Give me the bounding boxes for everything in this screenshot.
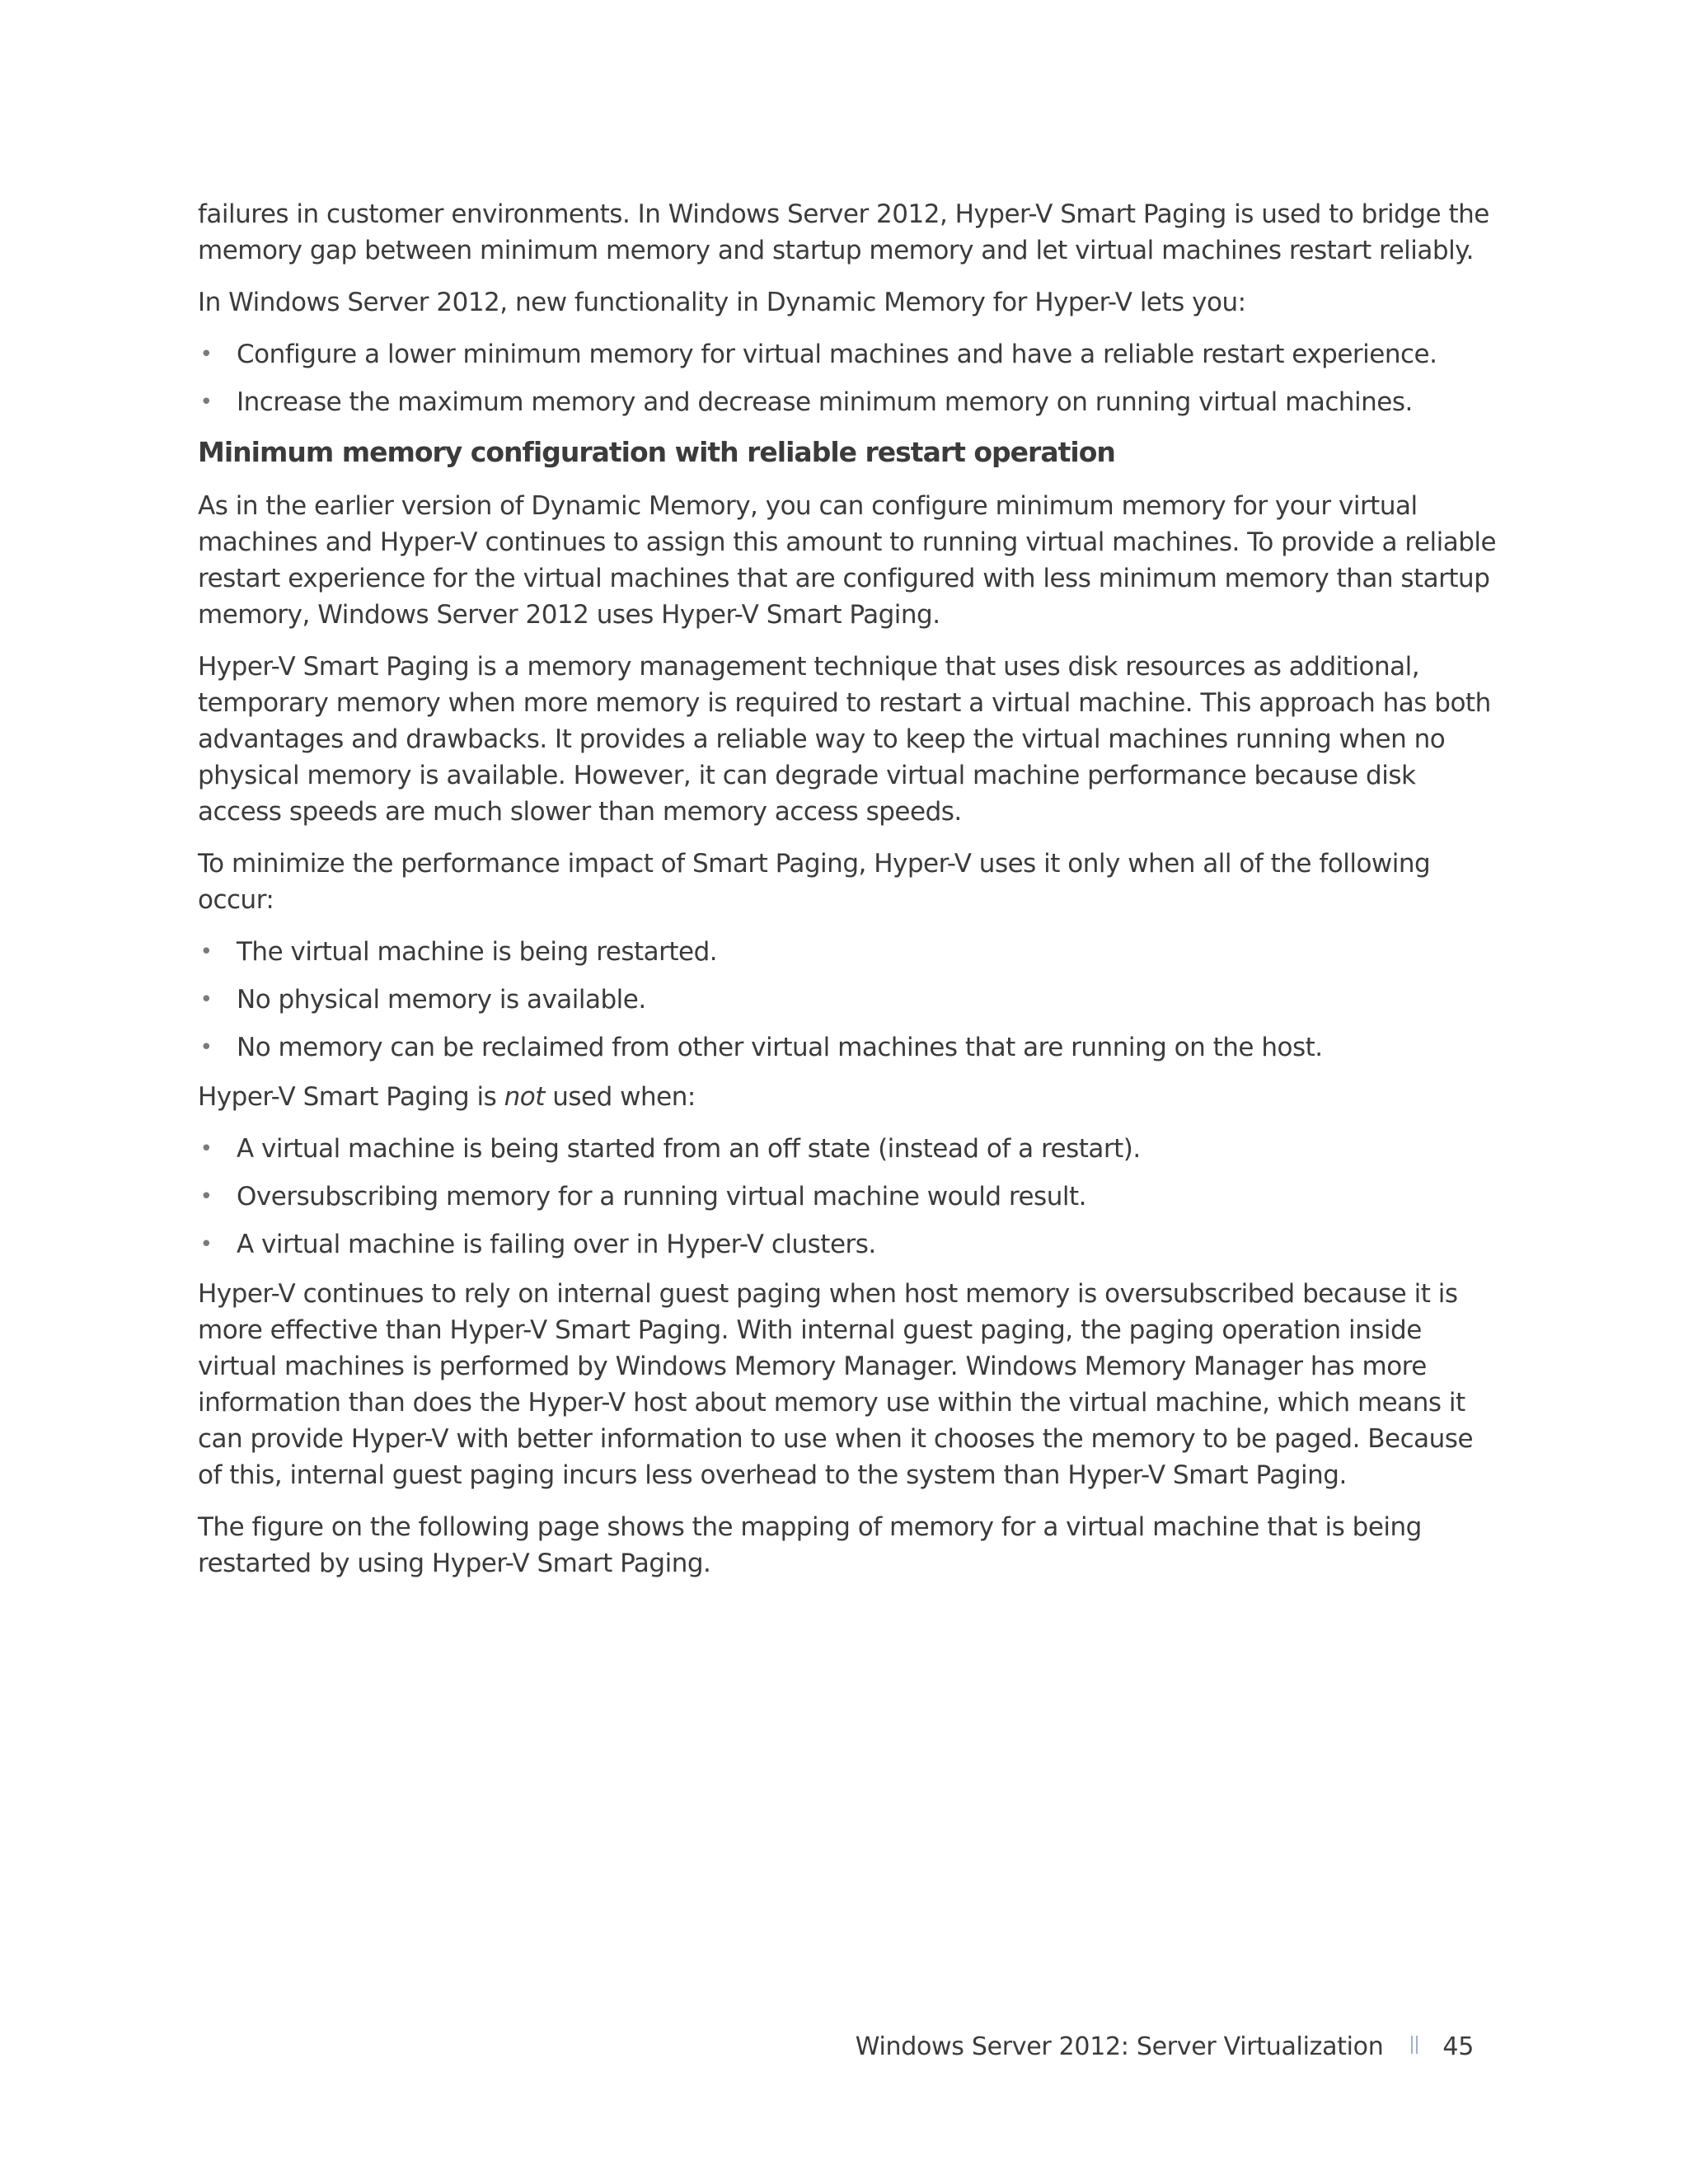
bullet-icon: • [199, 1035, 213, 1060]
paragraph-new-functionality: In Windows Server 2012, new functionality in Dynamic Memory for Hyper-V lets you: [198, 288, 1246, 317]
bullet-list-exclusions [198, 1131, 1500, 1263]
bullet-icon: • [199, 1232, 213, 1257]
page-number: 45 [1442, 2032, 1474, 2061]
paragraph-internal-guest-paging: Hyper-V continues to rely on internal guest paging when host memory is oversubscribed because it is more effective than Hyper-V Smart Paging. With internal guest paging, the paging operation inside virtual machines is performed by Windows Memory Manager. Windows Memory Manager has more information than does the Hyper-V host about memory use within the virtual machine, which means it can provide Hyper-V with better information to use when it chooses the memory to be paged. Because of this, internal guest paging incurs less overhead to the system than Hyper-V Smart Paging. [198, 1279, 1474, 1490]
list-item: • Configure a lower minimum memory for virtual machines and have a reliable restart experience. [198, 336, 1500, 373]
paragraph-figure-reference: The figure on the following page shows the mapping of memory for a virtual machine that is being restarted by using Hyper-V Smart Paging. [198, 1512, 1422, 1578]
list-item: • No memory can be reclaimed from other virtual machines that are running on the host. [198, 1029, 1500, 1066]
paragraph-not-used-when: Hyper-V Smart Paging is not used when: [198, 1082, 696, 1112]
bullet-icon: • [199, 940, 213, 964]
bullet-icon: • [199, 1137, 213, 1161]
list-item: • No physical memory is available. [198, 982, 1500, 1018]
paragraph-minimum-memory: As in the earlier version of Dynamic Memory, you can configure minimum memory for your virtual machines and Hyper-V continues to assign this amount to running virtual machines. To provide a reliable restart experience for the virtual machines that are configured with less minimum memory than startup memory, Windows Server 2012 uses Hyper-V Smart Paging. [198, 491, 1497, 630]
list-item: • A virtual machine is failing over in Hyper-V clusters. [198, 1226, 1500, 1263]
list-item: • A virtual machine is being started from an off state (instead of a restart). [198, 1131, 1500, 1167]
footer-separator [1411, 2036, 1418, 2054]
section-heading: Minimum memory configuration with reliable restart operation [198, 436, 1115, 468]
bullet-list-functionality [198, 336, 1500, 420]
paragraph-smart-paging-technique: Hyper-V Smart Paging is a memory management technique that uses disk resources as additional, temporary memory when more memory is required to restart a virtual machine. This approach has both advantages and drawbacks. It provides a reliable way to keep the virtual machines running when no physical memory is available. However, it can degrade virtual machine performance because disk access speeds are much slower than memory access speeds. [198, 652, 1491, 827]
bullet-list-conditions [198, 934, 1500, 1066]
list-item: • Oversubscribing memory for a running virtual machine would result. [198, 1179, 1500, 1215]
list-item: • The virtual machine is being restarted. [198, 934, 1500, 970]
paragraph-minimize-impact: To minimize the performance impact of Smart Paging, Hyper-V uses it only when all of the following occur: [198, 849, 1431, 915]
page-footer [856, 2029, 1474, 2065]
bullet-icon: • [199, 987, 213, 1012]
emphasis-not: not [504, 1082, 545, 1112]
bullet-icon: • [199, 390, 213, 415]
bullet-icon: • [199, 342, 213, 367]
paragraph-intro: failures in customer environments. In Windows Server 2012, Hyper-V Smart Paging is used to bridge the memory gap between minimum memory and startup memory and let virtual machines restart reliably. [198, 199, 1489, 265]
footer-title: Windows Server 2012: Server Virtualization [855, 2032, 1384, 2061]
document-page [198, 196, 1500, 1597]
list-item: • Increase the maximum memory and decrease minimum memory on running virtual machines. [198, 384, 1500, 420]
bullet-icon: • [199, 1184, 213, 1209]
